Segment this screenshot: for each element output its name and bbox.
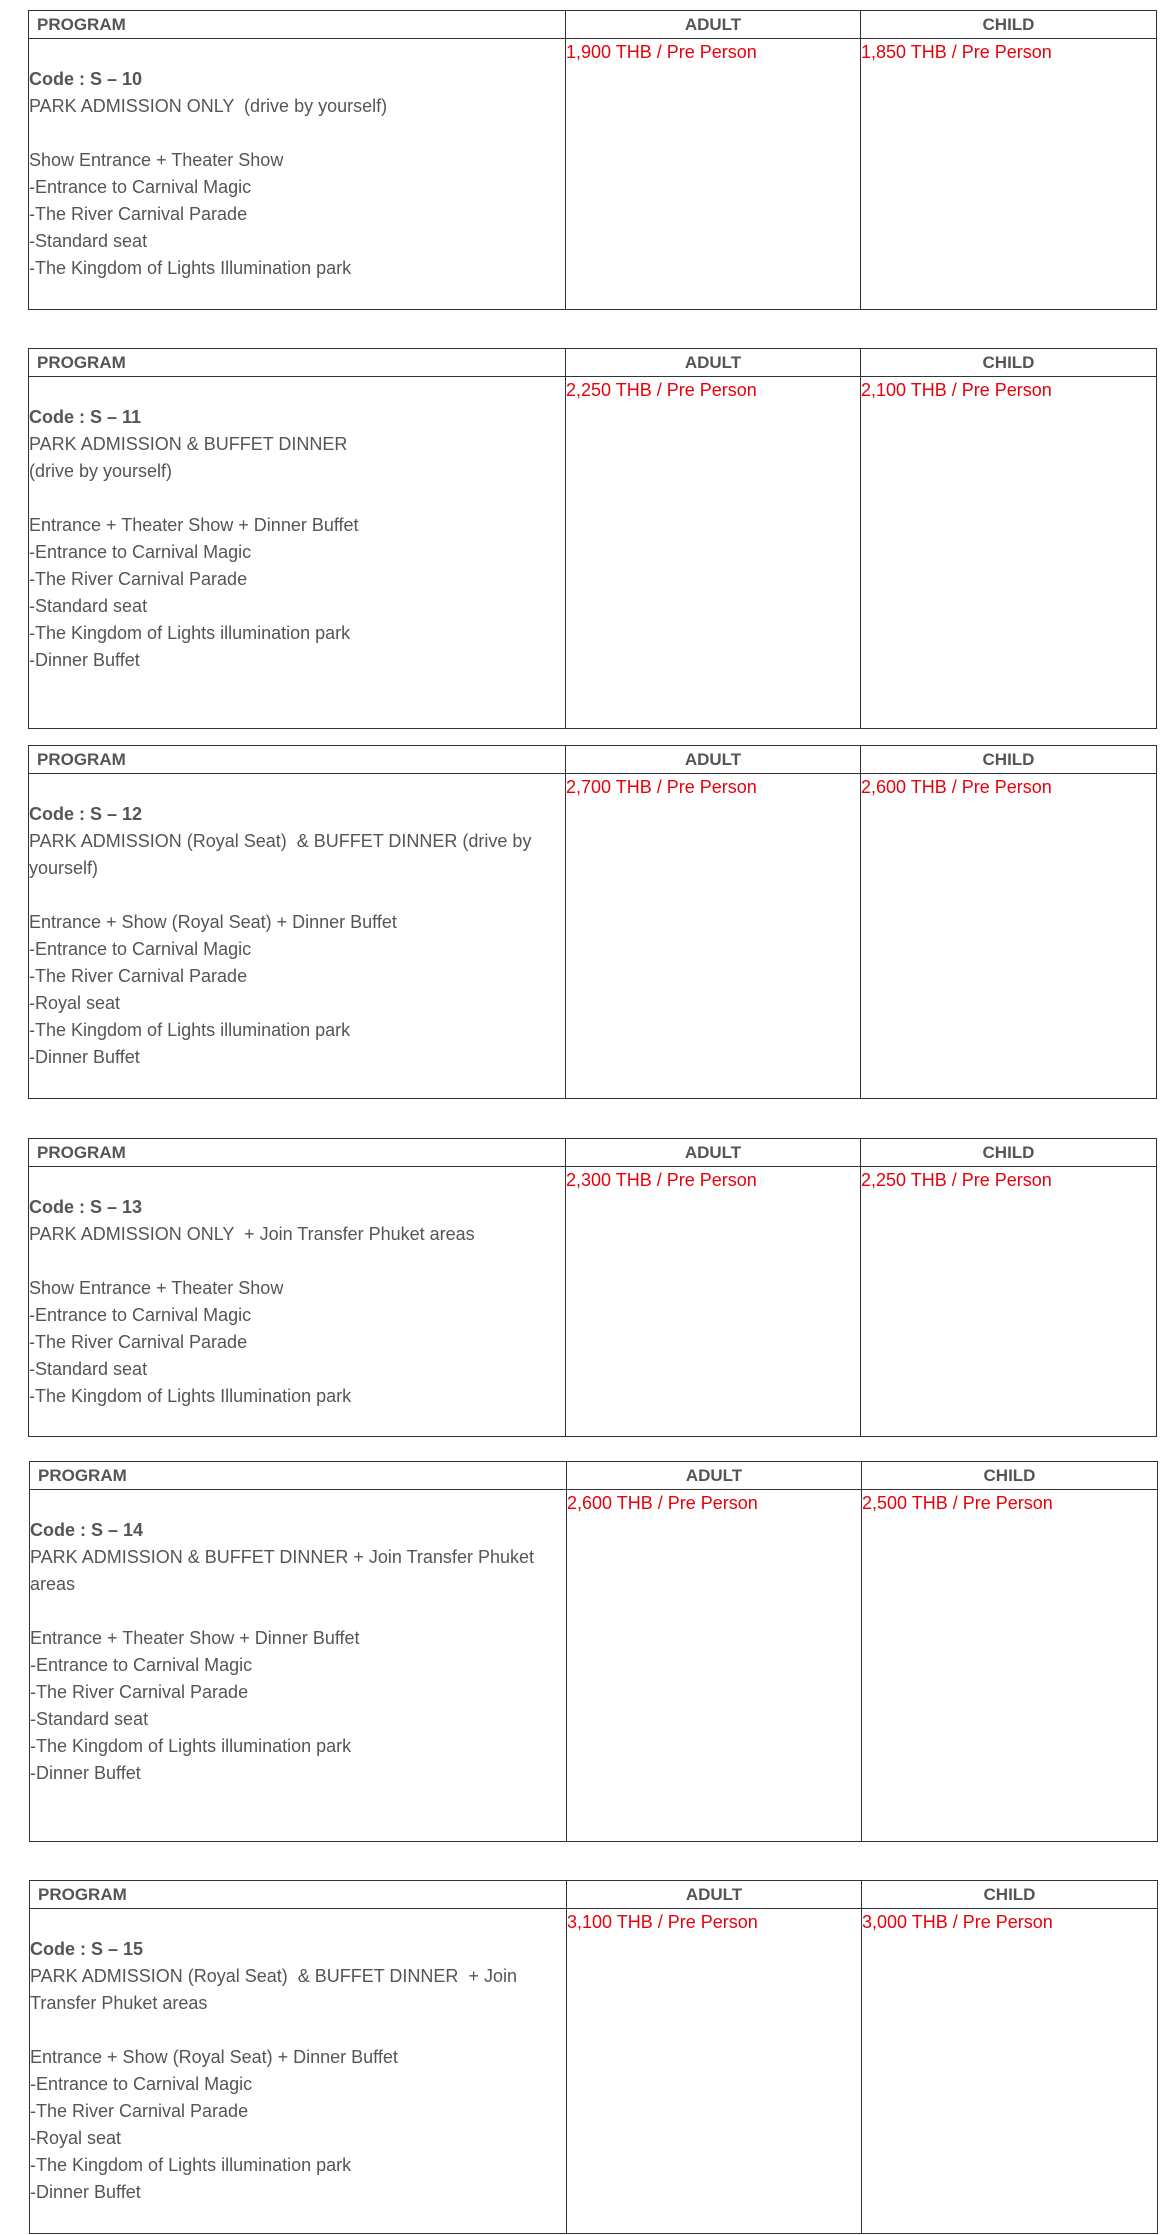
adult-price: 2,600 THB / Pre Person [567,1493,758,1513]
list-item: -Dinner Buffet [30,2182,141,2202]
program-code: Code : S – 10 [29,69,143,89]
adult-price-cell [566,774,861,1099]
adult-price: 3,100 THB / Pre Person [567,1912,758,1932]
adult-column-header: ADULT [567,1462,862,1490]
list-item: -Dinner Buffet [30,1763,141,1783]
list-item: -Standard seat [30,1709,149,1729]
program-column-header: PROGRAM [29,1139,566,1167]
program-column-header: PROGRAM [29,349,566,377]
adult-price-cell [567,1490,862,1842]
spacer [29,882,565,909]
child-price-cell [862,1909,1158,2234]
list-item: -Standard seat [29,1359,148,1379]
list-item: -The Kingdom of Lights illumination park [29,1020,351,1040]
program-inclusions-list [30,1652,566,1787]
adult-price: 2,300 THB / Pre Person [566,1170,757,1190]
list-item: -Entrance to Carnival Magic [30,1655,253,1675]
program-summary: Entrance + Theater Show + Dinner Buffet [29,515,359,535]
adult-column-header: ADULT [566,349,861,377]
adult-column-header: ADULT [566,11,861,39]
program-code: Code : S – 12 [29,804,143,824]
child-price-cell [862,1490,1158,1842]
program-title: PARK ADMISSION & BUFFET DINNER + Join Transfer Phuket areas [30,1547,539,1594]
adult-price: 2,700 THB / Pre Person [566,777,757,797]
program-inclusions-list [30,2071,566,2206]
program-inclusions-list [29,1302,565,1410]
list-item: -Dinner Buffet [29,1047,140,1067]
table-header-row [29,746,1157,774]
list-item: -Entrance to Carnival Magic [29,1305,252,1325]
list-item: -The Kingdom of Lights illumination park [30,1736,352,1756]
child-column-header: CHILD [861,11,1157,39]
program-column-header: PROGRAM [29,11,566,39]
list-item: -The River Carnival Parade [30,2101,249,2121]
list-item: -Entrance to Carnival Magic [30,2074,253,2094]
child-column-header: CHILD [861,349,1157,377]
adult-price: 1,900 THB / Pre Person [566,42,757,62]
list-item: -The River Carnival Parade [29,569,248,589]
table-row [29,774,1157,1099]
table-row [29,39,1157,310]
list-item: -The Kingdom of Lights Illumination park [29,1386,352,1406]
spacer [30,2017,566,2044]
list-item: -Entrance to Carnival Magic [29,542,252,562]
list-item: -The Kingdom of Lights illumination park [30,2155,352,2175]
program-title: PARK ADMISSION (Royal Seat) & BUFFET DINNER + Join Transfer Phuket areas [30,1966,522,2013]
list-item: -Royal seat [30,2128,122,2148]
program-inclusions-list [29,936,565,1071]
list-item: -The River Carnival Parade [30,1682,249,1702]
child-price: 2,250 THB / Pre Person [861,1170,1052,1190]
program-code: Code : S – 11 [29,407,142,427]
program-summary: Entrance + Show (Royal Seat) + Dinner Buffet [30,2047,398,2067]
list-item: -Entrance to Carnival Magic [29,177,252,197]
child-price-cell [861,1167,1157,1437]
adult-column-header: ADULT [566,746,861,774]
program-price-table [28,745,1157,1099]
list-item: -The River Carnival Parade [29,1332,248,1352]
table-row [29,377,1157,729]
list-item: -The Kingdom of Lights illumination park [29,623,351,643]
program-summary: Show Entrance + Theater Show [29,150,284,170]
child-price: 2,500 THB / Pre Person [862,1493,1053,1513]
program-column-header: PROGRAM [29,746,566,774]
table-row [30,1490,1158,1842]
program-code: Code : S – 15 [30,1939,144,1959]
program-title: PARK ADMISSION ONLY + Join Transfer Phuket areas [29,1224,475,1244]
table-header-row [29,1139,1157,1167]
program-summary: Entrance + Theater Show + Dinner Buffet [30,1628,360,1648]
spacer [29,1248,565,1275]
child-price: 1,850 THB / Pre Person [861,42,1052,62]
program-price-table [29,1461,1158,1842]
program-column-header: PROGRAM [30,1881,567,1909]
child-price: 3,000 THB / Pre Person [862,1912,1053,1932]
child-price-cell [861,39,1157,310]
child-column-header: CHILD [862,1462,1158,1490]
adult-column-header: ADULT [567,1881,862,1909]
adult-price-cell [566,1167,861,1437]
program-price-table [28,10,1157,310]
list-item: -The River Carnival Parade [29,966,248,986]
spacer [29,120,565,147]
spacer [29,485,565,512]
program-code: Code : S – 13 [29,1197,143,1217]
child-column-header: CHILD [861,1139,1157,1167]
list-item: -The River Carnival Parade [29,204,248,224]
program-title: PARK ADMISSION ONLY (drive by yourself) [29,96,388,116]
adult-price-cell [567,1909,862,2234]
child-price: 2,600 THB / Pre Person [861,777,1052,797]
program-details-cell [29,1167,566,1437]
list-item: -Standard seat [29,596,148,616]
program-details-cell [29,774,566,1099]
table-header-row [30,1881,1158,1909]
list-item: -Standard seat [29,231,148,251]
program-inclusions-list [29,539,565,674]
child-price: 2,100 THB / Pre Person [861,380,1052,400]
adult-price-cell [566,39,861,310]
table-header-row [29,11,1157,39]
list-item: -Dinner Buffet [29,650,140,670]
program-code: Code : S – 14 [30,1520,144,1540]
program-details-cell [29,377,566,729]
table-header-row [29,349,1157,377]
list-item: -The Kingdom of Lights Illumination park [29,258,352,278]
program-summary: Show Entrance + Theater Show [29,1278,284,1298]
program-summary: Entrance + Show (Royal Seat) + Dinner Buffet [29,912,397,932]
program-details-cell [30,1490,567,1842]
program-price-table [28,1138,1157,1437]
adult-price: 2,250 THB / Pre Person [566,380,757,400]
program-column-header: PROGRAM [30,1462,567,1490]
program-price-table [29,1880,1158,2234]
program-title: PARK ADMISSION & BUFFET DINNER (drive by yourself) [29,434,348,481]
list-item: -Entrance to Carnival Magic [29,939,252,959]
table-header-row [30,1462,1158,1490]
program-details-cell [29,39,566,310]
table-row [30,1909,1158,2234]
child-price-cell [861,377,1157,729]
program-details-cell [30,1909,567,2234]
child-column-header: CHILD [861,746,1157,774]
list-item: -Royal seat [29,993,121,1013]
program-price-table [28,348,1157,729]
program-inclusions-list [29,174,565,282]
spacer [30,1598,566,1625]
table-row [29,1167,1157,1437]
adult-price-cell [566,377,861,729]
child-price-cell [861,774,1157,1099]
adult-column-header: ADULT [566,1139,861,1167]
program-title: PARK ADMISSION (Royal Seat) & BUFFET DINNER (drive by yourself) [29,831,537,878]
child-column-header: CHILD [862,1881,1158,1909]
